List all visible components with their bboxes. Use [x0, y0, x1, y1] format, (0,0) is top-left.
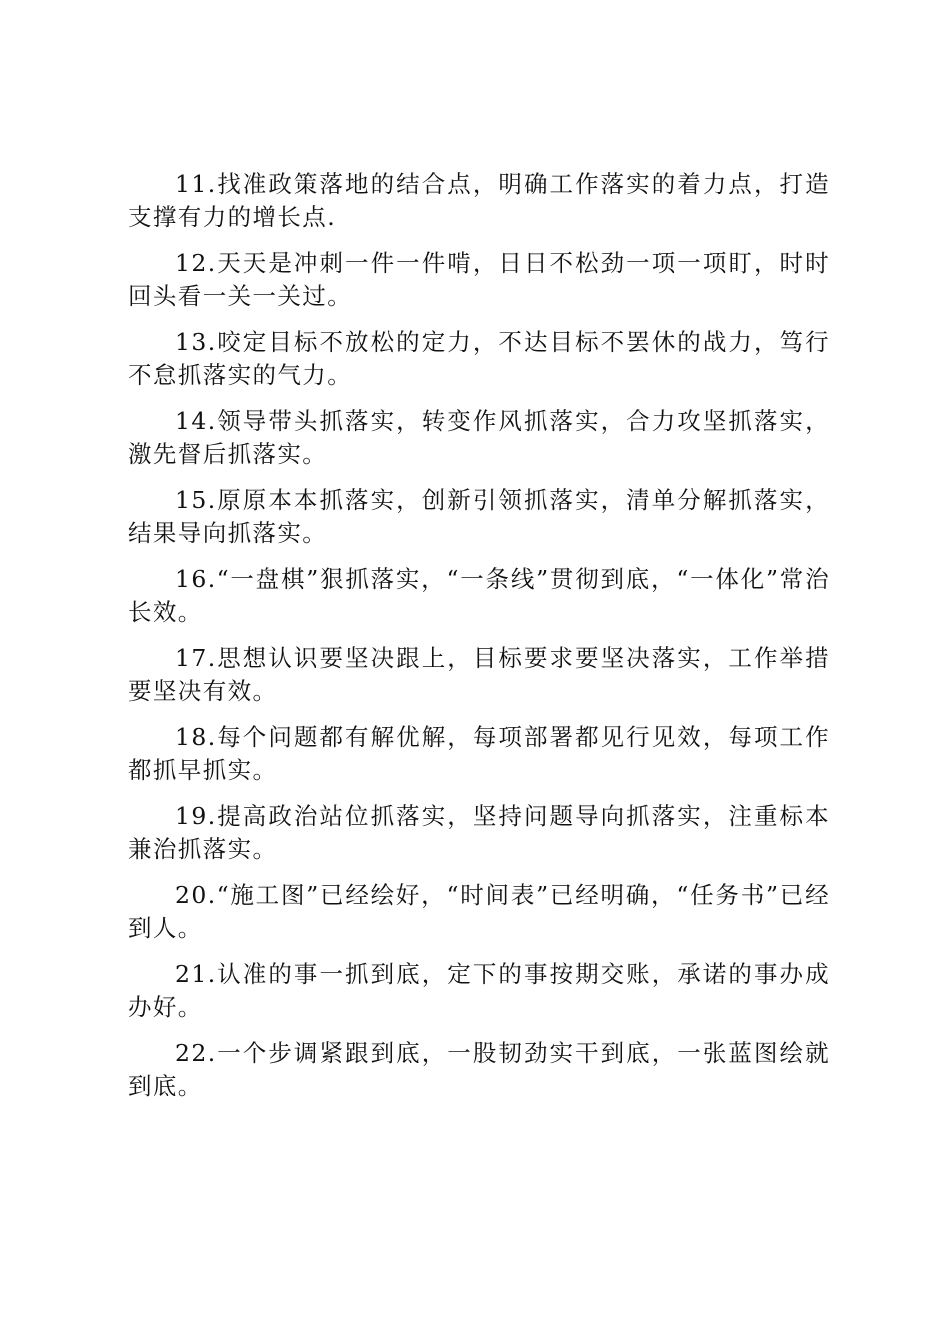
list-item: 22.一个步调紧跟到底，一股韧劲实干到底，一张蓝图绘就到底。 — [128, 1039, 830, 1100]
list-item: 21.认准的事一抓到底，定下的事按期交账，承诺的事办成办好。 — [128, 960, 830, 1021]
list-item: 11.找准政策落地的结合点，明确工作落实的着力点，打造支撑有力的增长点. — [128, 170, 830, 231]
list-item: 16.“一盘棋”狠抓落实，“一条线”贯彻到底，“一体化”常治长效。 — [128, 565, 830, 626]
list-item: 15.原原本本抓落实，创新引领抓落实，清单分解抓落实，结果导向抓落实。 — [128, 486, 830, 547]
list-item: 14.领导带头抓落实，转变作风抓落实，合力攻坚抓落实，激先督后抓落实。 — [128, 407, 830, 468]
list-item: 12.天天是冲刺一件一件啃，日日不松劲一项一项盯，时时回头看一关一关过。 — [128, 249, 830, 310]
list-item: 18.每个问题都有解优解，每项部署都见行见效，每项工作都抓早抓实。 — [128, 723, 830, 784]
list-item: 17.思想认识要坚决跟上，目标要求要坚决落实，工作举措要坚决有效。 — [128, 644, 830, 705]
document-body — [128, 168, 830, 1116]
list-item: 19.提高政治站位抓落实，坚持问题导向抓落实，注重标本兼治抓落实。 — [128, 802, 830, 863]
list-item: 20.“施工图”已经绘好，“时间表”已经明确，“任务书”已经到人。 — [128, 881, 830, 942]
list-item: 13.咬定目标不放松的定力，不达目标不罢休的战力，笃行不怠抓落实的气力。 — [128, 328, 830, 389]
